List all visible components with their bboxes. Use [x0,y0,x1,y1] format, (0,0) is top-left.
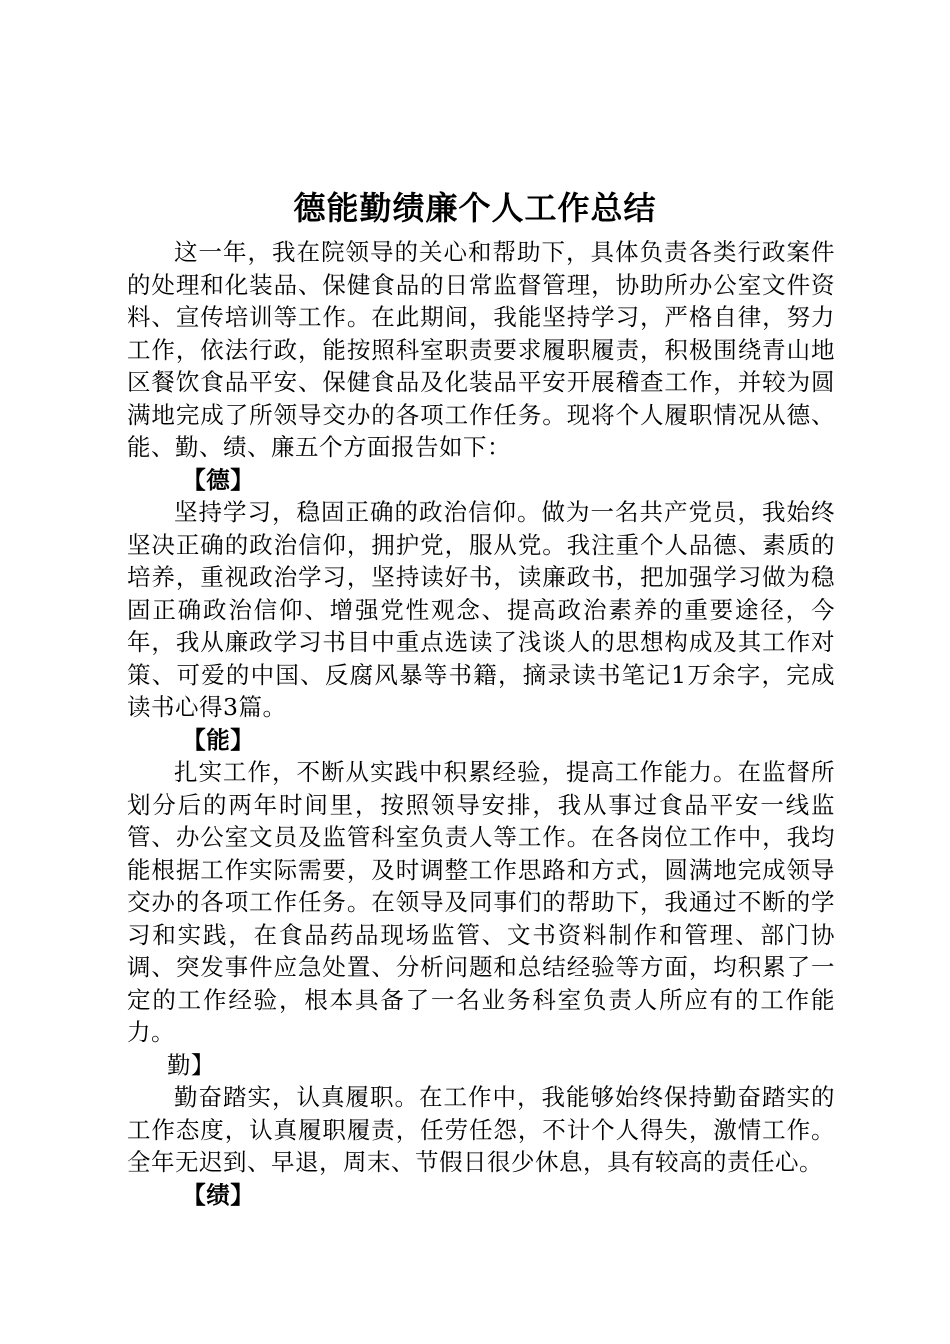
intro-paragraph: 这一年，我在院领导的关心和帮助下，具体负责各类行政案件的处理和化装品、保健食品的日常监督管理，协助所办公室文件资料、宣传培训等工作。在此期间，我能坚持学习，严格自律，努力工作，依法行政，能按照科室职责要求履职履责，积极围绕青山地区餐饮食品平安、保健食品及化装品平安开展稽查工作，并较为圆满地完成了所领导交办的各项工作任务。现将个人履职情况从德、能、勤、绩、廉五个方面报告如下： [127,238,835,461]
section-heading-neng: 【能】 [182,725,255,754]
document-body [127,236,835,1211]
section-heading-ji: 【绩】 [182,1180,255,1209]
section-heading-de: 【德】 [182,465,255,494]
section-heading-qin: 勤】 [166,1050,215,1079]
section-paragraph-de: 坚持学习，稳固正确的政治信仰。做为一名共产党员，我始终坚决正确的政治信仰，拥护党，服从党。我注重个人品德、素质的培养，重视政治学习，坚持读好书，读廉政书，把加强学习做为稳固正确政治信仰、增强党性观念、提高政治素养的重要途径，今年，我从廉政学习书目中重点选读了浅谈人的思想构成及其工作对策、可爱的中国、反腐风暴等书籍，摘录读书笔记1万余字，完成读书心得3篇。 [127,498,835,721]
document-title: 德能勤绩廉个人工作总结 [293,189,657,227]
section-paragraph-neng: 扎实工作，不断从实践中积累经验，提高工作能力。在监督所划分后的两年时间里，按照领导安排，我从事过食品平安一线监管、办公室文员及监管科室负责人等工作。在各岗位工作中，我均能根据工作实际需要，及时调整工作思路和方式，圆满地完成领导交办的各项工作任务。在领导及同事们的帮助下，我通过不断的学习和实践，在食品药品现场监管、文书资料制作和管理、部门协调、突发事件应急处置、分析问题和总结经验等方面，均积累了一定的工作经验，根本具备了一名业务科室负责人所应有的工作能力。 [127,758,835,1046]
section-paragraph-qin: 勤奋踏实，认真履职。在工作中，我能够始终保持勤奋踏实的工作态度，认真履职履责，任劳任怨，不计个人得失，激情工作。全年无迟到、早退，周末、节假日很少休息，具有较高的责任心。 [127,1083,835,1176]
